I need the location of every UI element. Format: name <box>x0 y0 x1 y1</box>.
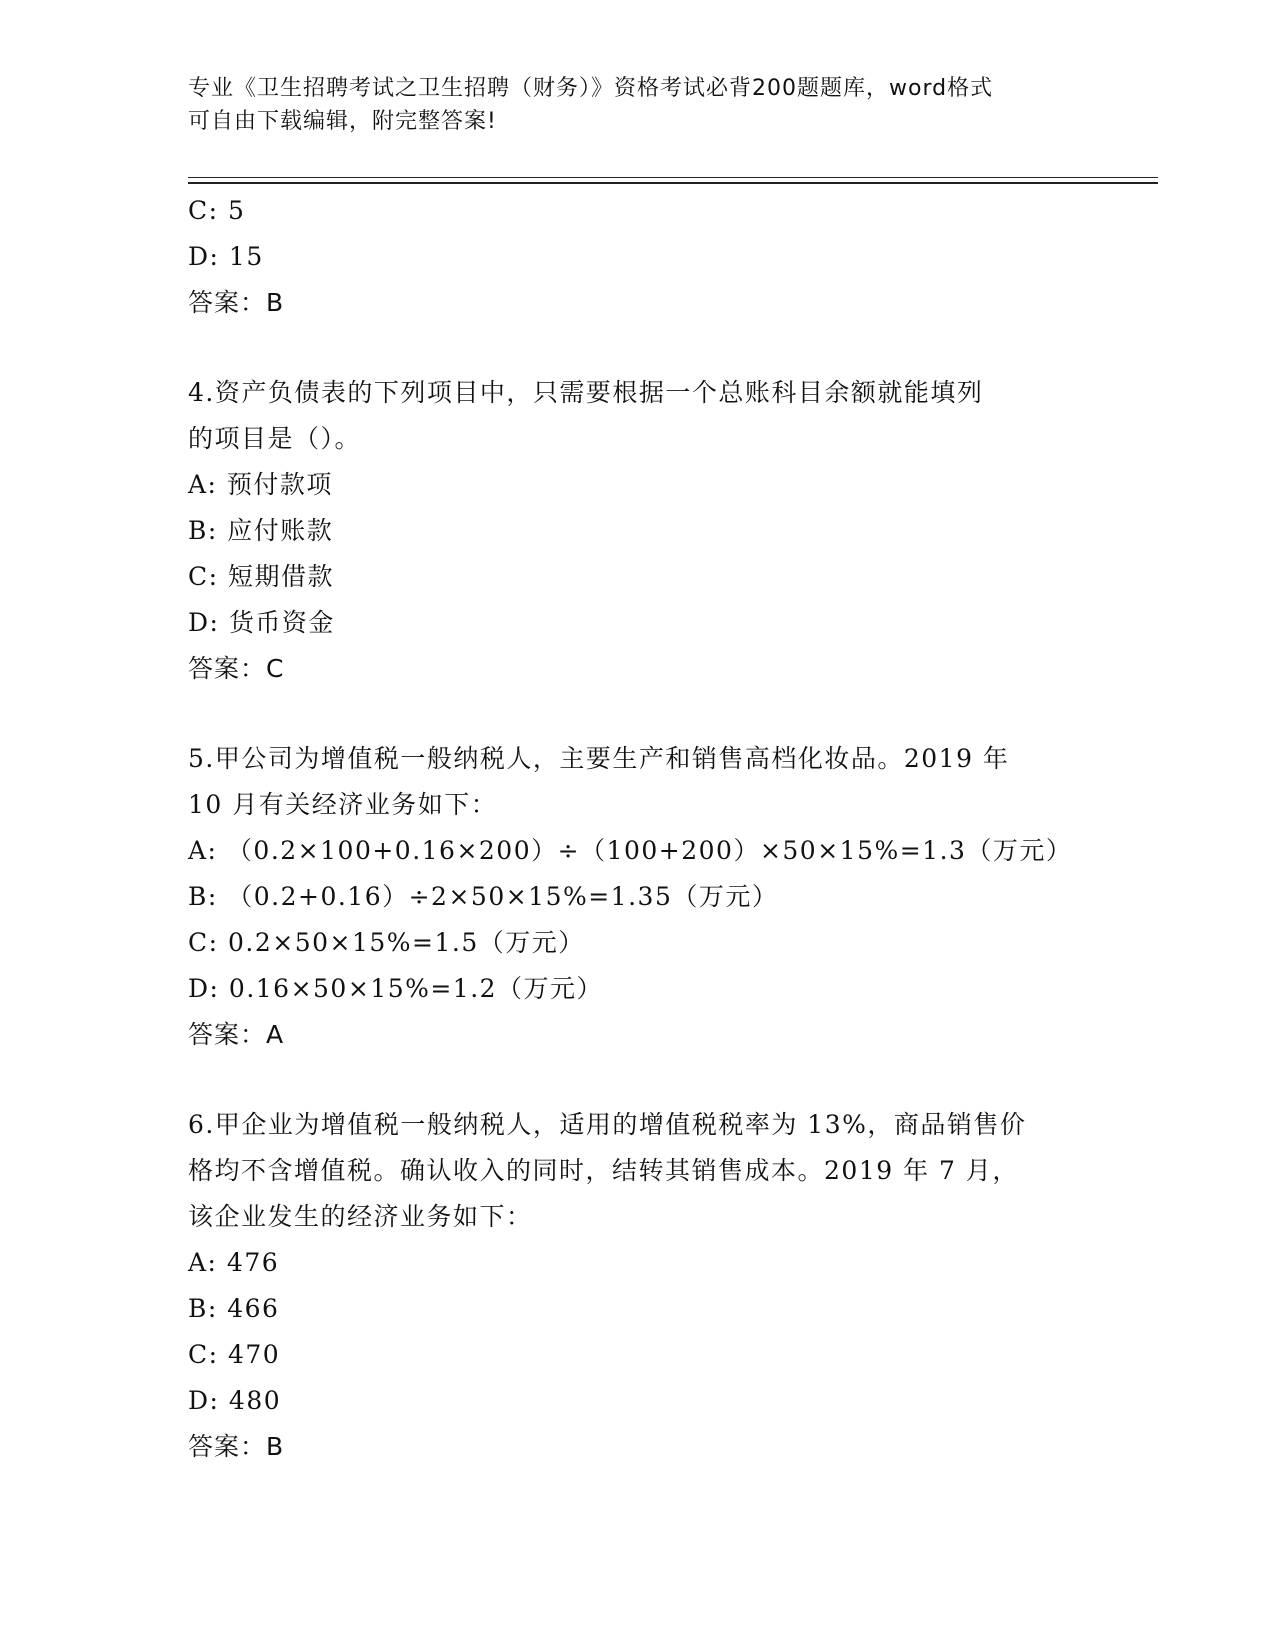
option-d: D: 480 <box>188 1386 282 1415</box>
answer-line: 答案：C <box>188 654 285 683</box>
question-stem-line: 的项目是（）。 <box>188 424 362 453</box>
header-title-line-1: 专业《卫生招聘考试之卫生招聘（财务）》资格考试必背200题题库，word格式 <box>188 76 994 101</box>
header-title-line-2: 可自由下载编辑，附完整答案! <box>188 109 497 134</box>
answer-line: 答案：A <box>188 1020 285 1049</box>
option-d: D: 0.16×50×15%=1.2（万元） <box>188 974 604 1003</box>
header-divider-thick <box>188 182 1158 184</box>
question-3-tail <box>188 188 1088 326</box>
option-c: C: 5 <box>188 196 246 225</box>
question-stem-line: 格均不含增值税。确认收入的同时，结转其销售成本。2019 年 7 月， <box>188 1156 1019 1185</box>
answer-line: 答案：B <box>188 1432 285 1461</box>
option-a: A: 预付款项 <box>188 470 333 499</box>
option-c: C: 470 <box>188 1340 281 1369</box>
option-a: A: 476 <box>188 1248 280 1277</box>
header-divider <box>188 177 1158 178</box>
question-5 <box>188 736 1088 1058</box>
answer-line: 答案：B <box>188 288 285 317</box>
option-b: B: （0.2+0.16）÷2×50×15%=1.35（万元） <box>188 882 779 911</box>
option-c: C: 0.2×50×15%=1.5（万元） <box>188 928 585 957</box>
spacer <box>188 692 1088 736</box>
question-stem-line: 6.甲企业为增值税一般纳税人，适用的增值税税率为 13%，商品销售价 <box>188 1110 1027 1139</box>
option-a: A: （0.2×100+0.16×200）÷（100+200）×50×15%=1.3（万元） <box>188 836 1073 865</box>
question-stem-line: 5.甲公司为增值税一般纳税人，主要生产和销售高档化妆品。2019 年 <box>188 744 1010 773</box>
spacer <box>188 326 1088 370</box>
question-stem-line: 该企业发生的经济业务如下： <box>188 1202 533 1231</box>
option-d: D: 货币资金 <box>188 608 335 637</box>
option-b: B: 466 <box>188 1294 280 1323</box>
question-stem-line: 10 月有关经济业务如下： <box>188 790 498 819</box>
question-list <box>188 188 1088 1470</box>
page-header <box>188 72 1088 138</box>
option-d: D: 15 <box>188 242 264 271</box>
question-4 <box>188 370 1088 692</box>
option-b: B: 应付账款 <box>188 516 334 545</box>
spacer <box>188 1058 1088 1102</box>
question-6 <box>188 1102 1088 1470</box>
option-c: C: 短期借款 <box>188 562 334 591</box>
question-stem-line: 4.资产负债表的下列项目中，只需要根据一个总账科目余额就能填列 <box>188 378 984 407</box>
